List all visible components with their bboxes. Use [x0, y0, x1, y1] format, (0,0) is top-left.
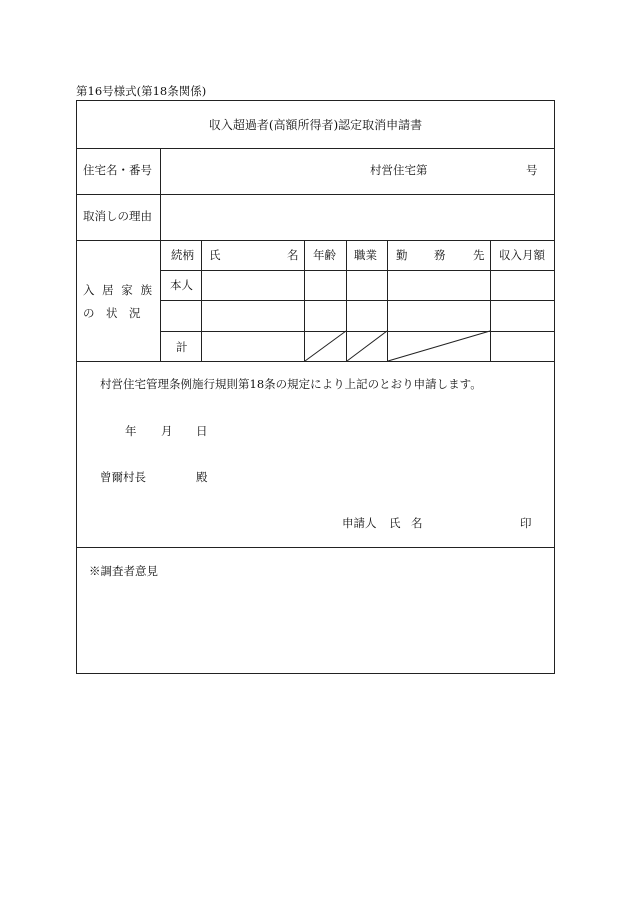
investigator-field[interactable] [78, 582, 553, 672]
addressee-honorific: 殿 [196, 470, 208, 484]
header-work-c: 先 [473, 248, 485, 262]
header-name-b: 名 [287, 248, 299, 262]
date-month[interactable]: 月 [161, 424, 173, 438]
header-income: 収入月額 [499, 248, 545, 262]
housing-suffix: 号 [526, 163, 538, 177]
header-relation: 続柄 [171, 248, 194, 262]
housing-prefix[interactable]: 村営住宅第 [370, 163, 428, 177]
date-day[interactable]: 日 [196, 424, 208, 438]
declaration-statement: 村営住宅管理条例施行規則第18条の規定により上記のとおり申請します。 [100, 377, 482, 391]
family-label-line1: 入 居 家 族 [83, 283, 154, 297]
date-year[interactable]: 年 [125, 424, 137, 438]
header-work-b: 務 [434, 248, 446, 262]
form-title: 収入超過者(高額所得者)認定取消申請書 [208, 118, 423, 132]
applicant-name-b: 名 [411, 516, 423, 530]
form-number: 第16号様式(第18条関係) [76, 84, 207, 98]
applicant-name-a: 氏 [389, 516, 401, 530]
applicant-label: 申請人 [342, 516, 377, 530]
header-name-a: 氏 [209, 248, 221, 262]
header-occupation: 職業 [354, 248, 377, 262]
row-total-label: 計 [176, 340, 188, 354]
seal-mark: 印 [520, 516, 532, 530]
header-work-a: 勤 [396, 248, 408, 262]
addressee: 曾爾村長 [100, 470, 146, 484]
family-label-line2: の 状 況 [83, 306, 141, 320]
header-age: 年齢 [313, 248, 336, 262]
investigator-label: ※調査者意見 [89, 564, 158, 578]
reason-field[interactable] [162, 196, 554, 238]
row-self-label: 本人 [170, 278, 193, 292]
housing-label: 住宅名・番号 [83, 163, 152, 177]
reason-label: 取消しの理由 [83, 209, 152, 223]
